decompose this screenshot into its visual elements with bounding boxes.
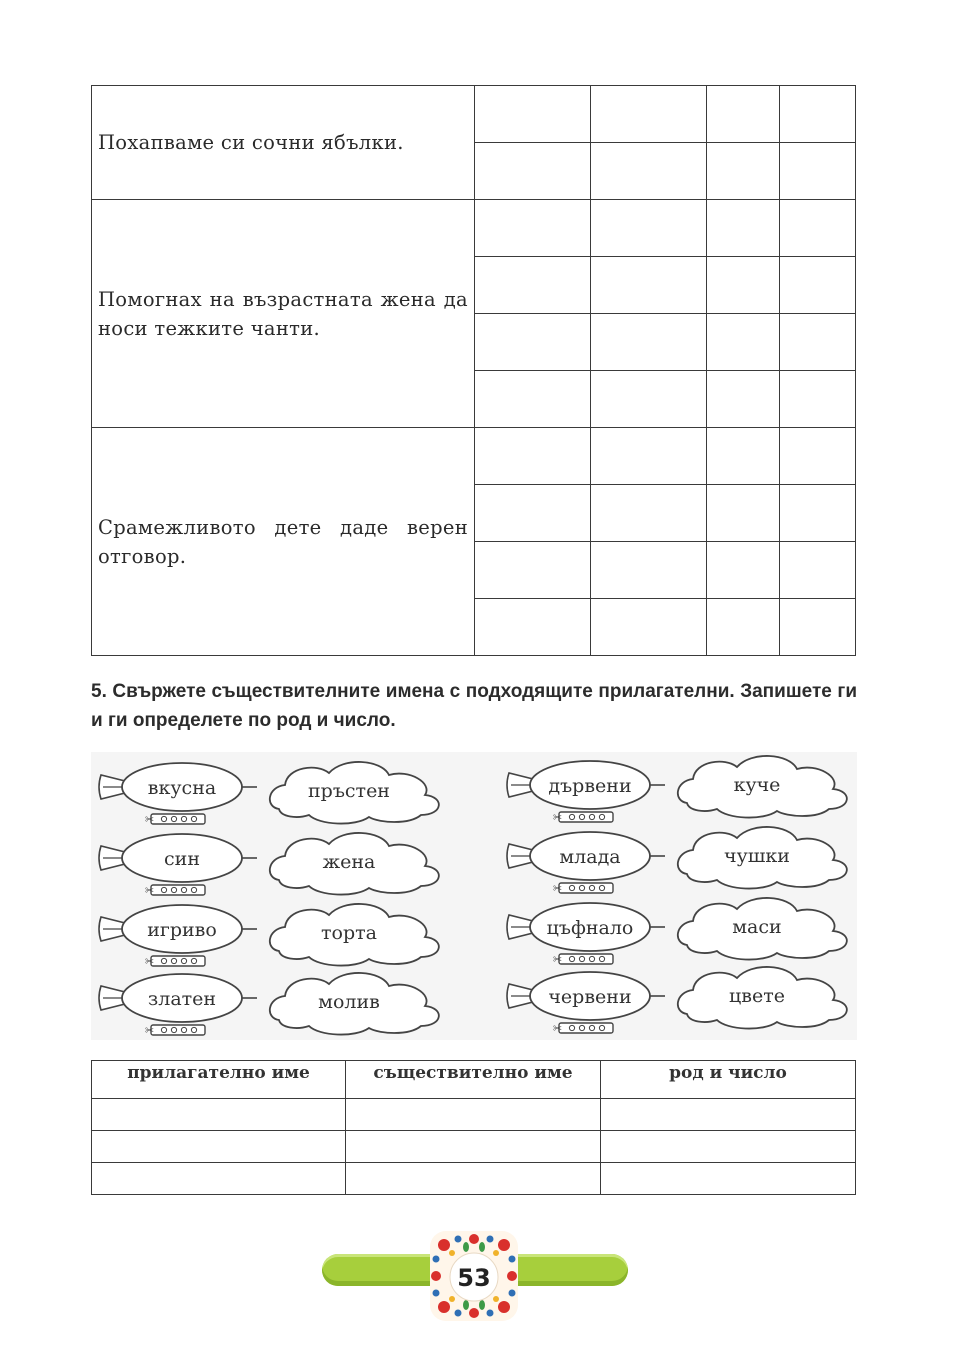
answer-cell[interactable] (780, 428, 856, 485)
noun-word[interactable]: торта (321, 922, 377, 944)
answer-cell[interactable] (475, 314, 591, 371)
adjective-word[interactable]: червени (548, 986, 632, 1008)
answer-cell[interactable] (780, 485, 856, 542)
blimps-and-clouds (91, 752, 857, 1040)
cloud-icon (678, 967, 847, 1029)
blimp-icon (99, 763, 257, 826)
answer-cell[interactable] (707, 485, 780, 542)
header-gender-number: род и число (601, 1061, 856, 1099)
noun-word[interactable]: молив (318, 991, 380, 1013)
answer-cell[interactable] (591, 542, 707, 599)
cloud-icon (270, 973, 439, 1035)
answer-cell[interactable] (475, 542, 591, 599)
blimp-icon (99, 974, 257, 1037)
svg-text:✂: ✂ (145, 1024, 155, 1037)
word-illustrations (91, 752, 857, 1040)
svg-text:✂: ✂ (553, 811, 563, 824)
answer-cell[interactable] (475, 485, 591, 542)
noun-word[interactable]: куче (733, 774, 781, 796)
adjective-word[interactable]: вкусна (147, 777, 217, 799)
answer-cell[interactable] (92, 1163, 346, 1195)
answer-cell[interactable] (780, 599, 856, 656)
answer-cell[interactable] (707, 314, 780, 371)
noun-word[interactable]: жена (322, 851, 376, 873)
cloud-icon (678, 827, 847, 889)
answer-cell[interactable] (780, 371, 856, 428)
page-number: 53 (457, 1264, 491, 1292)
cloud-icon (270, 833, 439, 895)
answer-cell[interactable] (707, 86, 780, 143)
answer-cell[interactable] (475, 428, 591, 485)
answer-table (91, 1060, 856, 1195)
answer-cell[interactable] (346, 1131, 601, 1163)
cloud-icon (678, 898, 847, 960)
answer-cell[interactable] (780, 542, 856, 599)
blimp-icon (507, 972, 665, 1035)
answer-cell[interactable] (346, 1099, 601, 1131)
answer-cell[interactable] (707, 143, 780, 200)
answer-cell[interactable] (601, 1163, 856, 1195)
answer-cell[interactable] (780, 86, 856, 143)
sentence-analysis-table (91, 85, 856, 656)
answer-cell[interactable] (780, 200, 856, 257)
answer-cell[interactable] (707, 599, 780, 656)
answer-cell[interactable] (707, 542, 780, 599)
answer-cell[interactable] (591, 143, 707, 200)
answer-cell[interactable] (591, 599, 707, 656)
adjective-word[interactable]: дървени (548, 775, 632, 797)
answer-cell[interactable] (591, 428, 707, 485)
blimp-icon (507, 761, 665, 824)
cloud-icon (270, 904, 439, 966)
table-row (92, 1131, 856, 1163)
table-row (92, 1163, 856, 1195)
table-row (92, 1099, 856, 1131)
noun-word[interactable]: маси (732, 916, 782, 938)
answer-cell[interactable] (475, 371, 591, 428)
noun-word[interactable]: пръстен (308, 780, 390, 802)
answer-cell[interactable] (591, 257, 707, 314)
blimp-icon (99, 905, 257, 968)
adjective-word[interactable]: цъфнало (546, 917, 634, 939)
svg-text:✂: ✂ (553, 953, 563, 966)
blimp-icon (507, 832, 665, 895)
answer-cell[interactable] (92, 1131, 346, 1163)
svg-text:✂: ✂ (553, 1022, 563, 1035)
answer-cell[interactable] (346, 1163, 601, 1195)
svg-text:✂: ✂ (145, 884, 155, 897)
answer-cell[interactable] (475, 599, 591, 656)
answer-cell[interactable] (780, 257, 856, 314)
answer-cell[interactable] (707, 257, 780, 314)
svg-text:✂: ✂ (145, 813, 155, 826)
answer-cell[interactable] (707, 428, 780, 485)
sentence-cell-1: Похапваме си сочни ябълки. (92, 86, 475, 200)
answer-cell[interactable] (475, 143, 591, 200)
adjective-word[interactable]: млада (559, 846, 621, 868)
adjective-word[interactable]: игриво (147, 919, 217, 941)
answer-cell[interactable] (591, 485, 707, 542)
answer-cell[interactable] (707, 200, 780, 257)
answer-cell[interactable] (591, 200, 707, 257)
cloud-icon (678, 756, 847, 818)
sentence-cell-2: Помогнах на възрастната жена да носи тежките чанти. (92, 200, 475, 428)
answer-cell[interactable] (475, 200, 591, 257)
adjective-word[interactable]: златен (147, 988, 217, 1010)
answer-cell[interactable] (780, 143, 856, 200)
answer-cell[interactable] (591, 86, 707, 143)
answer-cell[interactable] (475, 86, 591, 143)
answer-cell[interactable] (707, 371, 780, 428)
answer-cell[interactable] (601, 1131, 856, 1163)
svg-text:✂: ✂ (145, 955, 155, 968)
task-heading: 5. Свържете съществителните имена с подходящите прилагателни. Запишете ги и ги определете по род и число. (91, 681, 857, 731)
sentence-cell-3: Срамежливото дете даде верен отговор. (92, 428, 475, 656)
answer-cell[interactable] (591, 314, 707, 371)
noun-word[interactable]: чушки (724, 845, 790, 867)
noun-word[interactable]: цвете (729, 985, 785, 1007)
cloud-icon (270, 762, 439, 824)
answer-cell[interactable] (475, 257, 591, 314)
header-adjective: прилагателно име (92, 1061, 346, 1099)
answer-cell[interactable] (601, 1099, 856, 1131)
adjective-word[interactable]: син (164, 848, 200, 870)
blimp-icon (99, 834, 257, 897)
svg-text:✂: ✂ (553, 882, 563, 895)
answer-cell[interactable] (92, 1099, 346, 1131)
blimp-icon (507, 903, 665, 966)
answer-cell[interactable] (780, 314, 856, 371)
answer-cell[interactable] (591, 371, 707, 428)
header-noun: съществително име (346, 1061, 601, 1099)
